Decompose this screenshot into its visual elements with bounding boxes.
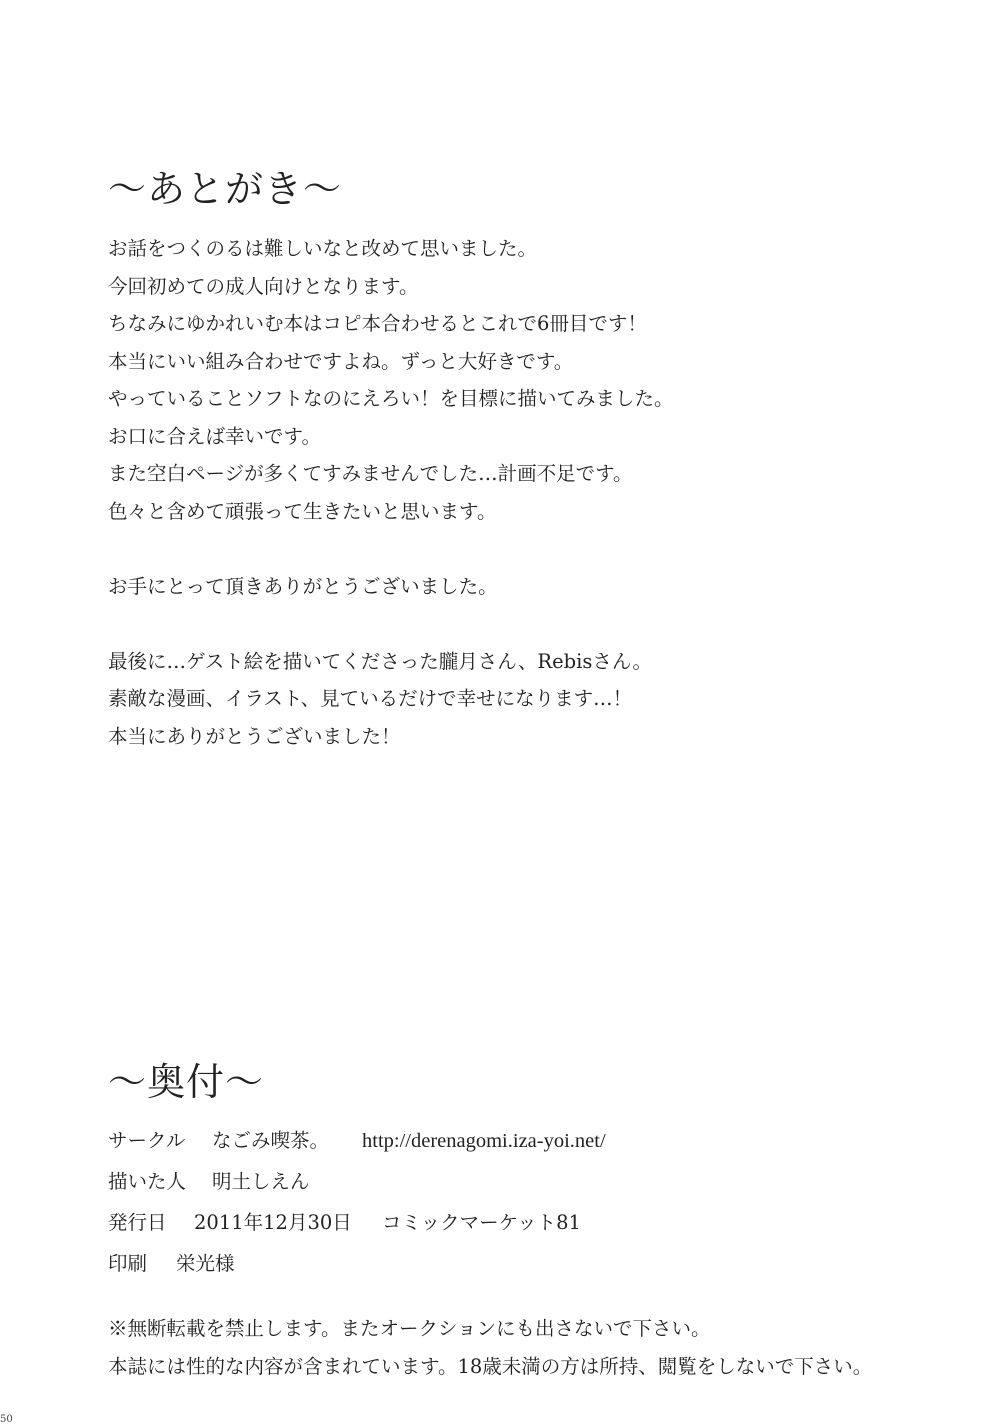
publish-date: 2011年12月30日 [194,1211,352,1234]
afterword-body [108,230,968,755]
colophon-body [108,1120,968,1284]
notices [108,1310,988,1386]
afterword-line: ちなみにゆかれいむ本はコピ本合わせるとこれで6冊目です！ [108,312,647,335]
event-name: コミックマーケット81 [382,1211,581,1234]
paragraph-gap [108,605,968,643]
afterword-line: 今回初めての成人向けとなります。 [108,274,419,298]
circle-label: サークル [108,1129,186,1152]
artist-name: 明土しえん [212,1170,310,1193]
afterword-line: 本当にありがとうございました！ [108,724,401,748]
afterword-line: 本当にいい組み合わせですよね。ずっと大好きです。 [108,349,574,373]
colophon-heading: ～奥付～ [108,1060,265,1104]
printer-name: 栄光様 [176,1252,235,1275]
afterword-line: 最後に…ゲスト絵を描いてくださった朧月さん、Rebisさん。 [108,649,653,673]
colophon-circle-row [108,1120,968,1161]
notice-line: ※無断転載を禁止します。またオークションにも出さないで下さい。 [108,1317,711,1340]
colophon-printer-row [108,1243,968,1284]
date-label: 発行日 [108,1211,167,1234]
circle-name: なごみ喫茶。 [212,1129,330,1152]
afterword-line: お手にとって頂きありがとうございました。 [108,574,498,598]
afterword-line: 素敵な漫画、イラスト、見ているだけで幸せになります…！ [108,687,633,710]
afterword-line: お口に合えば幸いです。 [108,424,321,448]
circle-url: http://derenagomi.iza-yoi.net/ [362,1130,606,1152]
notice-line: 本誌には性的な内容が含まれています。18歳未満の方は所持、閲覧をしないで下さい。 [108,1355,873,1378]
paragraph-gap [108,530,968,568]
colophon-artist-row [108,1161,968,1202]
afterword-line: 色々と含めて頑張って生きたいと思います。 [108,499,497,523]
afterword-line: お話をつくのるは難しいなと改めて思いました。 [108,237,538,260]
page-number: 50 [0,1414,13,1425]
afterword-line: やっていることソフトなのにえろい！を目標に描いてみました。 [108,387,674,410]
afterword-line: また空白ページが多くてすみませんでした…計画不足です。 [108,462,633,485]
printer-label: 印刷 [108,1252,148,1275]
artist-label: 描いた人 [108,1170,187,1193]
colophon-date-row [108,1202,968,1243]
afterword-heading: ～あとがき～ [108,167,343,211]
